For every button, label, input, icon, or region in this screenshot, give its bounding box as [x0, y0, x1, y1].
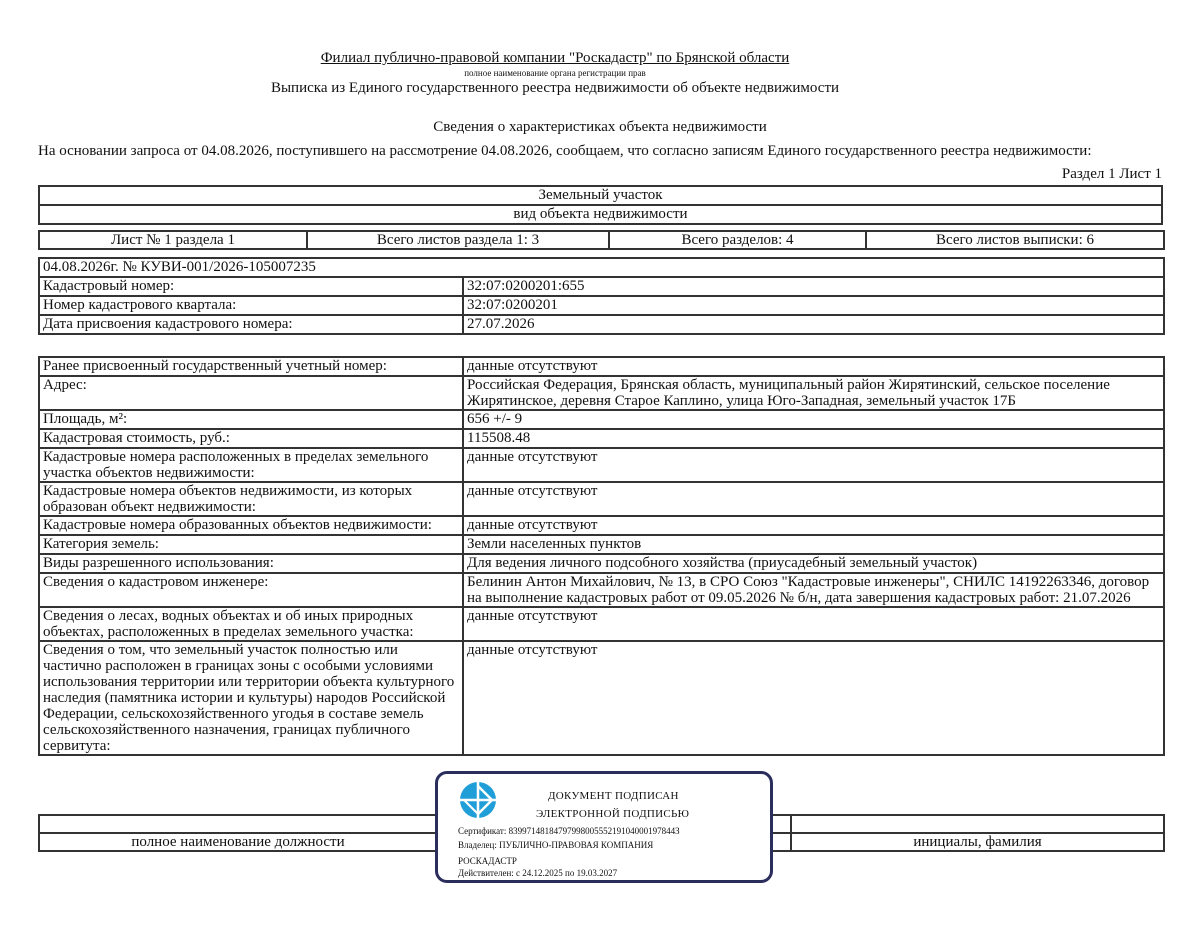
stamp-line-1: ДОКУМЕНТ ПОДПИСАН — [548, 790, 679, 802]
stamp-validity: Действителен: с 24.12.2025 по 19.03.2027 — [458, 868, 618, 878]
row-label: Номер кадастрового квартала: — [39, 296, 463, 315]
table-row — [39, 607, 1164, 641]
row-value: 27.07.2026 — [463, 315, 1164, 334]
total-extract-sheets: Всего листов выписки: 6 — [866, 231, 1164, 249]
sheets-table — [38, 230, 1165, 250]
row-value: 656 +/- 9 — [463, 410, 1164, 429]
row-label: Сведения о кадастровом инженере: — [39, 573, 463, 607]
row-label: Адрес: — [39, 376, 463, 410]
row-label: Категория земель: — [39, 535, 463, 554]
row-label: Сведения о том, что земельный участок полностью или частично расположен в границах зоны с особыми условиями использования территории или территории объекта культурного наследия (памятника истории и культуры) народов Российской Федерации, сельскохозяйственного угодья в составе земель сельскохозяйственного назначения, границах публичного сервитута: — [39, 641, 463, 755]
row-label: Кадастровая стоимость, руб.: — [39, 429, 463, 448]
organization-name: Филиал публично-правовой компании "Роскадастр" по Брянской области — [320, 50, 790, 66]
row-label: Кадастровые номера образованных объектов недвижимости: — [39, 516, 463, 535]
roskadastr-logo-icon — [458, 780, 498, 820]
row-value: 115508.48 — [463, 429, 1164, 448]
sheet-number: Лист № 1 раздела 1 — [39, 231, 307, 249]
row-label: Сведения о лесах, водных объектах и об иных природных объектах, расположенных в пределах земельного участка: — [39, 607, 463, 641]
table-row — [39, 554, 1164, 573]
stamp-owner: Владелец: ПУБЛИЧНО-ПРАВОВАЯ КОМПАНИЯ — [458, 840, 654, 850]
table-row — [39, 277, 1164, 296]
identification-table — [38, 257, 1165, 335]
row-label: Кадастровые номера расположенных в пределах земельного участка объектов недвижимости: — [39, 448, 463, 482]
table-row — [39, 429, 1164, 448]
table-row — [39, 448, 1164, 482]
stamp-owner-name: РОСКАДАСТР — [458, 856, 517, 866]
row-value: данные отсутствуют — [463, 641, 1164, 755]
row-label: Кадастровый номер: — [39, 277, 463, 296]
table-row — [39, 315, 1164, 334]
document-title: Выписка из Единого государственного реестра недвижимости об объекте недвижимости — [270, 80, 840, 96]
row-value: 32:07:0200201 — [463, 296, 1164, 315]
table-row — [39, 641, 1164, 755]
row-value: данные отсутствуют — [463, 607, 1164, 641]
row-label: Виды разрешенного использования: — [39, 554, 463, 573]
row-value: данные отсутствуют — [463, 516, 1164, 535]
table-row — [39, 535, 1164, 554]
table-row — [39, 357, 1164, 376]
name-cell — [791, 815, 1164, 833]
row-value: Российская Федерация, Брянская область, муниципальный район Жирятинский, сельское поселение Жирятинское, деревня Старое Каплино, улица Юго-Западная, земельный участок 17Б — [463, 376, 1164, 410]
object-type-caption: вид объекта недвижимости — [39, 205, 1162, 224]
table-row — [39, 482, 1164, 516]
row-label: Дата присвоения кадастрового номера: — [39, 315, 463, 334]
section-title: Сведения о характеристиках объекта недвижимости — [433, 119, 767, 135]
table-row — [39, 573, 1164, 607]
name-caption: инициалы, фамилия — [791, 833, 1164, 851]
table-row — [39, 516, 1164, 535]
row-value: данные отсутствуют — [463, 482, 1164, 516]
row-value: данные отсутствуют — [463, 357, 1164, 376]
object-type-table — [38, 185, 1163, 225]
total-sections: Всего разделов: 4 — [609, 231, 866, 249]
position-caption: полное наименование должности — [39, 833, 437, 851]
row-label: Площадь, м²: — [39, 410, 463, 429]
intro-text: На основании запроса от 04.08.2026, поступившего на рассмотрение 04.08.2026, сообщаем, что согласно записям Единого государственного реестра недвижимости: — [38, 143, 1092, 159]
total-section-sheets: Всего листов раздела 1: 3 — [307, 231, 609, 249]
row-value: данные отсутствуют — [463, 448, 1164, 482]
details-table — [38, 356, 1165, 756]
table-row — [39, 296, 1164, 315]
request-number: 04.08.2026г. № КУВИ-001/2026-105007235 — [39, 258, 1164, 277]
row-value: 32:07:0200201:655 — [463, 277, 1164, 296]
organization-caption: полное наименование органа регистрации прав — [464, 68, 646, 78]
row-label: Кадастровые номера объектов недвижимости, из которых образован объект недвижимости: — [39, 482, 463, 516]
row-label: Ранее присвоенный государственный учетный номер: — [39, 357, 463, 376]
position-cell — [39, 815, 437, 833]
stamp-certificate: Сертификат: 8399714818479799800555219104000197844З — [458, 826, 680, 836]
table-row — [39, 410, 1164, 429]
table-row — [39, 376, 1164, 410]
row-value: Белинин Антон Михайлович, № 13, в СРО Союз "Кадастровые инженеры", СНИЛС 14192263346, договор на выполнение кадастровых работ от 09.05.2026 № б/н, дата завершения кадастровых работ: 21.07.2026 — [463, 573, 1164, 607]
sheet-reference: Раздел 1 Лист 1 — [1061, 166, 1162, 182]
row-value: Для ведения личного подсобного хозяйства (приусадебный земельный участок) — [463, 554, 1164, 573]
row-value: Земли населенных пунктов — [463, 535, 1164, 554]
object-type-value: Земельный участок — [39, 186, 1162, 205]
electronic-signature-stamp — [435, 771, 773, 883]
stamp-line-2: ЭЛЕКТРОННОЙ ПОДПИСЬЮ — [536, 808, 690, 820]
